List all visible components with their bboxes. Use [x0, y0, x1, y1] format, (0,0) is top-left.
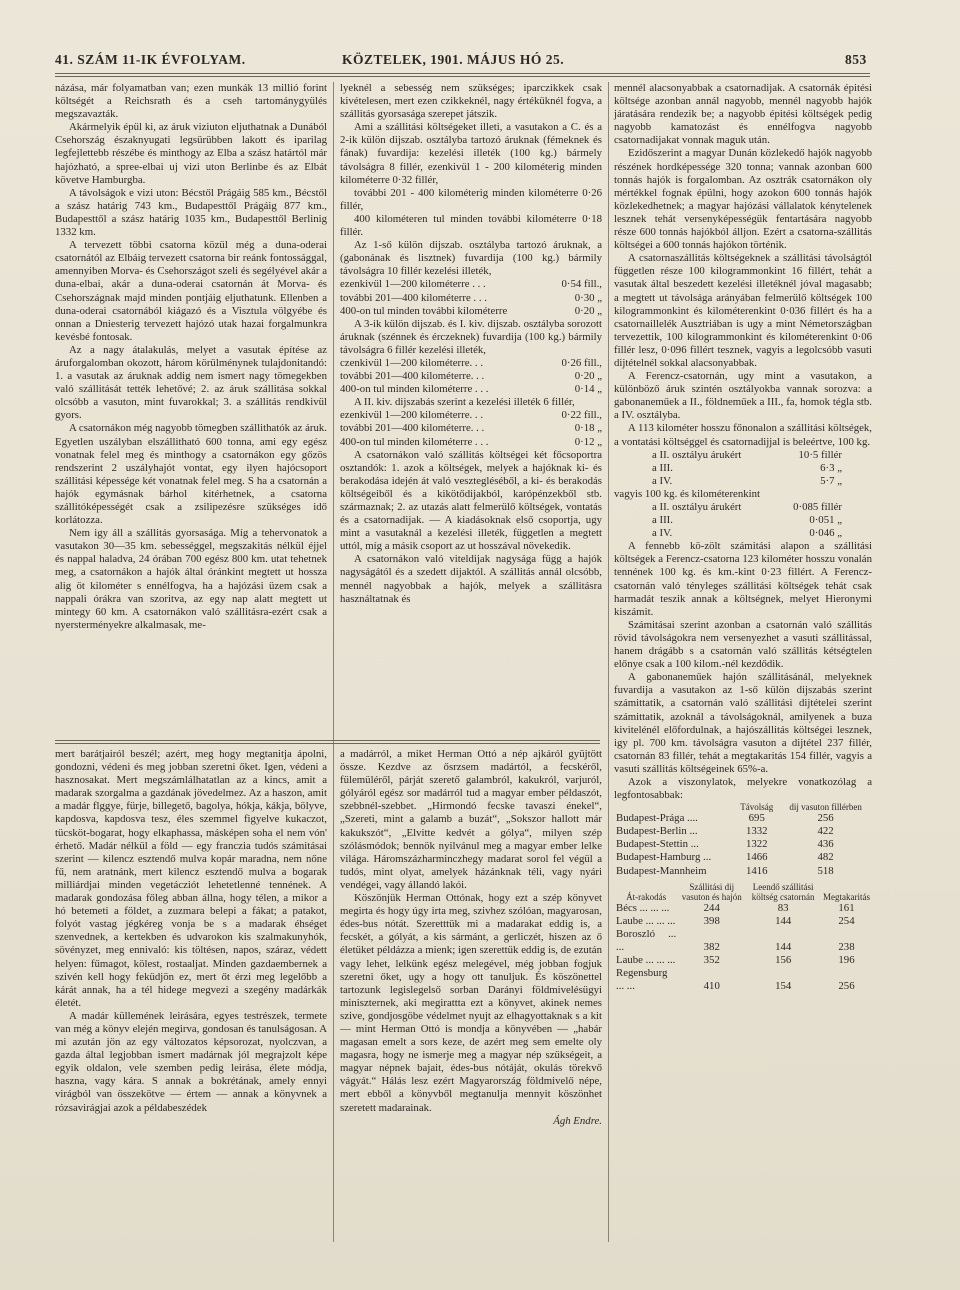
page-number: 853 [845, 52, 867, 67]
paragraph: Ami a szállitási költségeket illeti, a vasutakon a C. és a 2-ik külön dijszab. osztályba tartozó áruknak (fémeknek és fának) fuvardija: kezelési illeték (100 kg.) bármely távolságra 8 fillér, ezenkivül 1 - 200 kilométerig minden kilométerre 0·32 fillér, [340, 121, 602, 186]
savings-table [614, 882, 872, 994]
rates-list [614, 501, 872, 540]
paragraph: A csatornákon még nagyobb tömegben szállithatók az áruk. Egyetlen uszályban elszállitható 600 tonna, ami egy egész vonatnak felel meg és minthogy a csatornákon egy gőzös rendszerint 2 uszályhajót vontat, egy ilyen hajócsoport szállitási képessége két vonatnak felel meg. S ha a csatornán a hajók egymásnak bárhol kitérhetnek, a csatorna szállitóképességét csak a zsilipezésre szükséges idő korlátozza. [55, 422, 327, 527]
fare-row: további 201—400 kilométerre. . . 0·20 „ [340, 370, 602, 383]
paragraph: A csatornákon való viteldijak nagysága függ a hajók nagyságától és a szedett dijaktól. A szállitás annál olcsóbb, mennél nagyobbak a hajók, melyek a szállitásra használtatnak és [340, 553, 602, 605]
table-row: Budapest-Mannheim 1416 518 [616, 864, 834, 877]
table-row: Budapest-Stettin ... 1322 436 [616, 838, 834, 851]
author-signature: Ágh Endre. [553, 1114, 602, 1127]
fare-row: 400-on tul minden kilométerre . . . 0·12 „ [340, 435, 602, 448]
paragraph: A II. kiv. dijszabás szerint a kezelési illeték 6 fillér, [354, 396, 575, 409]
rate-row: a III. 6·3 „ [652, 461, 842, 474]
table-row: Budapest-Prága .... 695 256 [616, 812, 834, 825]
paragraph: Az 1-ső külön dijszab. osztályba tartozó áruknak, a (gabonának és lisztnek) fuvardija (100 kg.) bármily távolságra 10 fillér kezelési illeték, [340, 239, 602, 278]
fare-row: czenkivül 1—200 kilométerre. . . 0·26 fill., [340, 356, 602, 369]
rates-list [614, 449, 872, 488]
paragraph: 400 kilométeren tul minden további kilométerre 0·18 fillér. [340, 212, 602, 239]
rate-row: a IV. 0·046 „ [652, 527, 842, 540]
paragraph: mert barátjairól beszél; azért, meg hogy megtanitja ápolni, gondozni, védeni és meg jobban szeretni őket. Igen, védeni a hasznosakat. Mert megszámlálhatatlan az a kincs, amit a madarak szorgalma a gazdának jövedelmez. Az a haszon, amit a madár flggye, fürje, billegető, bagolya, hókja, kákja, bölyve, kapdosva, kapdosva tesz, éles szemmel figyelve kukaczot, tücsköt-bogarat, hogy elkaphassa, másképen soha el nem vón' érhető. Madár nélkül a föld — egy franczia tudós számitásai szerint — kilencz esztendő mulva kopár maradna, nem nőne fű, nem aratnánk, mert kilencz esztendő mulva a bogarak milliárdjai minden vegetácziót lehetetlenné tennének. A madarak gondozása főleg abban állna, hogy télen, a mikor a hó betemeti a földet, a zuzmara belepi a fákat; a patakot, folyót vastag jégkéreg vonja be s a madarak éhséget szenvednek, a kertekben és udvarokon kis szalmakunyhók, sövényzet, meg ennivaló: kis töltésen, napos, száraz, védett helyen: fűmagot, kölest, rostaaljat. Minden gazdaembernek a szivén kell hogy feküdjön ez, mert őt érzi meg legelőbb a kárát annak, ha a tél hidege megvezi a szegény madárkák életét. [55, 748, 327, 1009]
paragraph: lyeknél a sebesség nem szükséges; iparczikkek csak kivételesen, mert ezen czikkeknél, nagy értéküknél fogva, a szállitás gyorsasága szerepet játszik. [340, 82, 602, 121]
rate-row: a II. osztályu árukért 10·5 fillér [652, 448, 842, 461]
column-3 [614, 82, 872, 993]
paragraph: názása, már folyamatban van; ezen munkák 13 millió forint költségét a Reichsrath és a cseh tartománygyülés megszavazták. [55, 82, 327, 121]
rate-row: a IV. 5·7 „ [652, 474, 842, 487]
section-rule-2 [55, 743, 600, 744]
fare-row: további 201—400 kilométerre. . . 0·18 „ [340, 422, 602, 435]
table-row: Budapest-Berlin ... 1332 422 [616, 825, 834, 838]
fare-row: 400-on tul minden kilométerre . . . 0·14 „ [340, 383, 602, 396]
column-1-bottom [55, 748, 327, 1115]
paragraph: Számitásai szerint azonban a csatornán való szállitás rövid távolságokra nem versenyezhet a vasuti szállitással, hanem drágább s a csatornán való szállitás kétségtelen előnye csak a 100 kilom.-nél kezdődik. [614, 618, 872, 671]
paragraph: Azok a viszonylatok, melyekre vonatkozólag a legfontosabbak: [614, 775, 872, 802]
paragraph: Ezidőszerint a magyar Dunán közlekedő hajók nagyobb részének hordképessége 320 tonna; vannak azonban 600 tonnás hajók is forgalomban. Az osztrák csatornákon oly mértékkel fognak épülni, hogy azokon 600 tonnás hajók közlekedhetnek; a magyar hajózási vállalatok kénytelenek lesznek tehát versenyképességük fentartására nagyobb része 600 tonnás hajókból álljon. Ezért a csatorna-szállitás költségei a 600 tonnás hajókon történik. [614, 147, 872, 252]
column-divider [608, 82, 609, 1242]
section-rule [55, 740, 600, 741]
paragraph: A Ferencz-csatornán, ugy mint a vasutakon, a különböző áruk szintén osztályokba vannak sorozva: a gabonaneműek a II., földneműek a III., fa, homok tégla stb. a IV. osztályba. [614, 370, 872, 422]
paragraph: A madár küllemének leirására, egyes testrészek, termete van még a könyv elején megirva, gondosan és tanulságosan. A mi azután jön az egy változatos képsorozat, nyolczvan, a gazda által legjobban ismert madárnak jól megrajzolt képe egyik oldalon, vele szemben pedig leirása, élete módja, haszna, vagy kára. S annak a bokrétának, amely ennyi virágból van összekötve — értem — annak a könyvnek a rózsavirágjai azok a példabeszédek [55, 1009, 327, 1114]
paragraph: mennél alacsonyabbak a csatornadijak. A csatornák épitési költsége azonban annál nagyobb, mennél nagyobb hajók járatására rendezik be; a nagyobb épitési költségek pedig nagyobb kamatozást és ennélfogva nagyobb csatornadijakat vonnak maguk után. [614, 82, 872, 147]
paragraph: Nem igy áll a szállitás gyorsasága. Míg a tehervonatok a vasutakon 30—35 km. sebességgel, megszakitás nélkül éjjel és nappal haladva, 24 órában 700 egész 800 km. utat tehetnek meg, a csatornákon a hajók által óránkint megtett ut hossza alig öt kilométer s ennélfogva, ha a hajózási üzem csak a nappali órákra van szoritva, az egy nap alatt megtett ut mintegy 60 km. A csatornákon való szállitásra-ezért csak a nyersterményekre alkalmasak, me- [55, 527, 327, 631]
fare-row: ezenkivül 1—200 kilométerre. . . 0·22 fill., [340, 409, 602, 422]
header-rule-2 [55, 76, 870, 77]
distance-table [614, 802, 872, 877]
paragraph: A 113 kilométer hosszu főnonalon a szállitási költségek, a vontatási költséggel és csatornadijjal is beleértve, 100 kg. [614, 422, 872, 448]
paragraph: A fennebb kö-zölt számitási alapon a szállitási költségek a Ferencz-csatorna 123 kilométer hosszu vonalán tennének 100 kg. és km.-kint 0·23 fillért. A Ferencz-csatornán való tényleges szállitási költségek tehát csak harmadát teszik annak a költségnek, melyet Hieronymi kiszámit. [614, 540, 872, 618]
paragraph: vagyis 100 kg. és kilométerenkint [614, 487, 761, 500]
column-2-top [340, 82, 602, 606]
paragraph: a madárról, a miket Herman Ottó a nép ajkáról gyüjtött össze. Kezdve az ősrzsem madártól, a fecskéről, fülemüléről, párját szerető galambról, kakukról, varjuról, gólyáról egész sor madárról tud a magyar ember példaszót, szebbnél-szebbet. „Hirmondó fecske tavaszi énekel“, „Szereti, mint a galamb a buzát“, „Sokszor hallott már kakukszót“, „Elvitte kedvét a gólya“, milyen szép szólásmódok; bennök nyilvánul meg a magyar ember lelke világa. Háromszázharminczhegy madarat sorol fel végül a tudós, mint olyat, amelyek házánknak téli, vagy nyári vendégei, vagy állandó lakói. [340, 748, 602, 891]
paragraph: A csatornaszállitás költségeknek a szállitási távolságtól független része 100 kilogrammonkint 16 fillért, tehát a vasutak által beszedett kezelési illetéknél jóval magasabb; a megtett ut távolsága arányában felmerülő költségek 100 kilogrammonkint és kilométerenkint 0·036 fillért és ha a csatornaillelék Ausztriában is ugy a mint Németországban tervezettik, 100 kilogrammonkint és kilométerenkint 0·06 fillér lesz, 0·096 fillért tesznek, vagyis a legolcsóbb vasuti dijtételnél sokkal alacsonyabbak. [614, 252, 872, 369]
column-2-bottom [340, 748, 602, 1128]
publication-date: KÖZTELEK, 1901. MÁJUS HÓ 25. [342, 52, 565, 67]
column-1-top [55, 82, 327, 632]
table-row: Regensburg ... ... 410 154 256 [616, 967, 855, 993]
paragraph: Az a nagy átalakulás, melyet a vasutak építése az áruforgalomban okozott, három körülménynek tulajdonitandó: 1. a vasutak az áruknak addig nem ismert nagy tömegekben való szállitását tették lehetővé; 2. az áruk szállitása sokkal olcsóbb a vasuton, mint fuvarokkal; 3. a szállitás rendkivül gyors. [55, 343, 327, 422]
header-rule [55, 73, 870, 74]
rate-row: a III. 0·051 „ [652, 514, 842, 527]
paragraph: A távolságok e vizi uton: Bécstől Prágáig 585 km., Bécstől a szász határig 743 km., Budapesttől Prágáig 877 km., Budapesttől a szász határig 1035 km., Budapesttől Berlinig 1332 km. [55, 186, 327, 239]
fare-row: további 201—400 kilométerre . . . 0·30 „ [340, 291, 602, 304]
table-row: Bécs ... ... ... 244 83 161 [616, 901, 855, 914]
paragraph: A tervezett többi csatorna közül még a duna-oderai csatornától az Elbáig tervezett csatorna bir reánk fontossággal, amennyiben Morva- és Csehországot szeli és segélyével akár a duna-elbai, akár a duna-oderai csatornán át Morva- és Csehországnak majd minden pontjáig eljuthatunk. Ellenben a duna-oderai csatornából kiágazó és a Visztula völgyébe és onnan a Dniesterig tervezett hajózó utak hazai forgalmunkra kevésbé fontosak. [55, 239, 327, 343]
table-header: Távolság dij vasuton fillérben [740, 802, 862, 813]
fare-row: 400-on tul minden további kilométerre 0·20 „ [340, 304, 602, 317]
paragraph: A 3-ik külön dijszab. és I. kiv. dijszab. osztályba sorozott áruknak (szénnek és érczeknek) fuvardija (100 kg.) bármily távolságra 6 fillér kezelési illeték, [340, 317, 602, 356]
paragraph: Köszönjük Herman Ottónak, hogy ezt a szép könyvet megirta és hogy úgy irta meg, szivhez szólóan, magyarosan, édes-bus nótát. Szeretttük mi a madarakat eddig is, a fecskét, a gólyát, a kis sármánt, a gerliczét, hiszen az ő életüket példázza a mienk; igen szerettük eddig is, de ezután vagy lehet, lelkünk egész melegével, még jobban fogjuk szeretni őket, ugy a hogy ott tanuljuk. És köszönettel tartozunk legislegelső sorban Darányi földmivelésügyi miniszternek, aki megirattta ezt a könyvet, akinek nemes szive, gondjosgöbe védelmet nyujt az elhagyottaknak s a kit — mint Herman Ottó is mondja a könyvében — „habár magasan emelt a sors keze, de azért meg sem emelte oly magasra, hogy ne ismerje meg a magyar nép szükségeit, a magyar népnek bajait, édes-bus nótáját, okulás törekvő vágyát.“ Hálás lesz ezért Magyarország földmivelő népe, mert ebből a könyvből megtanulja mennyit köszönhet szeretett madarainak. [340, 892, 602, 1114]
table-row: Budapest-Hamburg ... 1466 482 [616, 851, 834, 864]
table-header: Át-rakodás Szállitási dij vasuton és hajón Leendő szállitási költség csatornán Megtakaritás [626, 881, 870, 902]
column-divider [333, 82, 334, 1242]
paragraph: A gabonaneműek hajón szállitásánál, melyeknek fuvardija a vasutakon az 1-ső külön dijszabás szerint számittatik, a csatornán való szállitási dijtételei szerint számittatik, azoknál a távolságoknál, amilyenek a buza kivitelénél előfordulnak, a hajószállitás költségei lesznek, igy pl. 700 km. távolságra vasuton a dijtétel 237 fillér, csatornán 83 fillér, tehát a megtakaritás 154 fillér, vagyis a vasuti szállitás költségeinek 65%-a. [614, 671, 872, 775]
paragraph: A csatornákon való szállitás költségei két főcsoportra osztandók: 1. azok a költségek, melyek a hajóknak ki- és berakodása idején át való vesztegléséből, a ki- és berakodás költségeiből és a kikötődijakból, karópénzekből stb. származnak; 2. az utazás alatt felmerülő költségek, vontatás és a csatornadijak. — A kiadásoknak első csoportja, ugy mint a vasutaknál a kezelési illeték, független a megtett uttól, míg a másik csoport az ut hosszával növekedik. [340, 448, 602, 553]
table-row: Laube ... ... ... 398 144 254 [616, 914, 855, 927]
paragraph: további 201 - 400 kilométerig minden kilométerre 0·26 fillér, [340, 186, 602, 212]
paragraph: Akármelyik épül ki, az áruk viziuton eljuthatnak a Dunából Csehország északnyugati legsürübben lakott és iparilag legfejlettebb részébe és minthogy az Elba a szász határtól már hajózható, a spree-elbai uj vizi uton Berlinbe és az Elbát követve Hamburgba. [55, 121, 327, 186]
issue-number: 41. SZÁM 11-IK ÉVFOLYAM. [55, 52, 246, 67]
table-row: Laube ... ... ... 352 156 196 [616, 954, 855, 966]
table-row: Boroszló ... ... 382 144 238 [616, 927, 855, 953]
fare-row: ezenkivül 1—200 kilométerre . . . 0·54 fill., [340, 278, 602, 291]
rate-row: a II. osztályu árukért 0·085 fillér [652, 501, 842, 513]
